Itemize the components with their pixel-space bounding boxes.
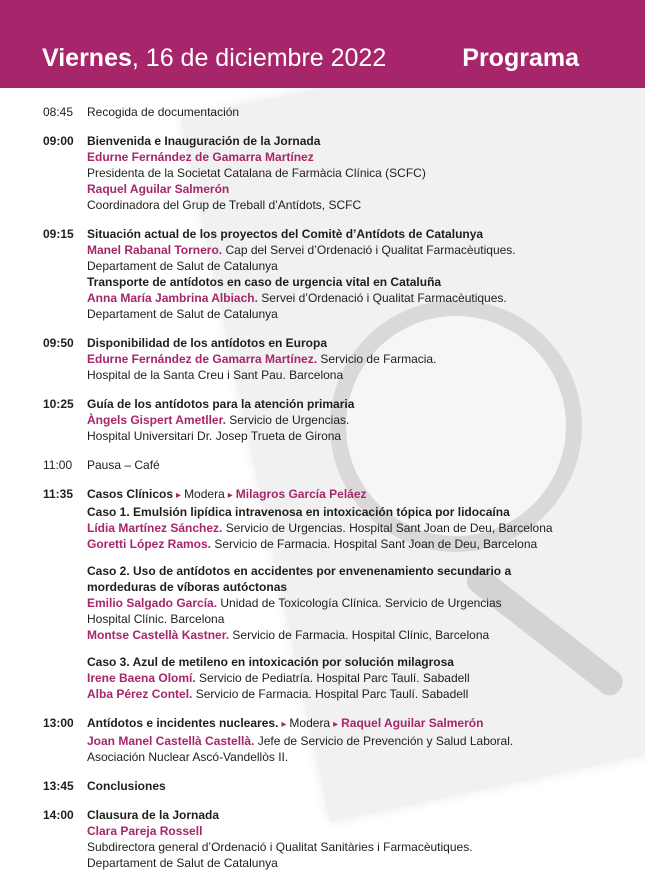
speaker-affiliation: Asociación Nuclear Ascó-Vandellòs II. [87,750,289,764]
speaker-affiliation: Subdirectora general d’Ordenació i Qualitat Sanitàries i Farmacèutiques. [87,840,473,854]
speaker-affiliation: Servicio de Urgencias. Hospital Sant Joan de Deu, Barcelona [222,521,553,535]
time: 13:00 [43,716,74,730]
time: 09:15 [43,227,74,241]
program-list [0,104,645,884]
speaker-affiliation: Unidad de Toxicología Clínica. Servicio de Urgencias [217,596,502,610]
schedule-item [0,715,645,765]
speaker-affiliation: Departament de Salut de Catalunya [87,307,278,321]
header-banner [0,0,645,88]
item-text: Pausa – Café [87,458,160,472]
item-title: Bienvenida e Inauguración de la Jornada [87,134,321,148]
speaker-affiliation: Servicio de Urgencias. [225,413,350,427]
speaker-affiliation: Servicio de Farmacia. Hospital Parc Taulí. Sabadell [192,687,469,701]
schedule-item [0,778,645,794]
item-title: Disponibilidad de los antídotos en Europa [87,336,328,350]
speaker-affiliation: Departament de Salut de Catalunya [87,856,278,870]
speaker-affiliation: Coordinadora del Grup de Treball d’Antídots, SCFC [87,198,362,212]
item-title: Situación actual de los proyectos del Comitè d’Antídots de Catalunya [87,227,484,241]
header-program: Programa [462,44,579,72]
item-title: Guía de los antídotos para la atención primaria [87,397,355,411]
time: 08:45 [43,105,74,119]
schedule-item [0,486,645,702]
speaker-affiliation: Servicio de Farmacia. [317,352,437,366]
speaker-affiliation: Jefe de Servicio de Prevención y Salud Laboral. [254,734,514,748]
speaker-affiliation: Departament de Salut de Catalunya [87,259,278,273]
speaker-affiliation: Servicio de Pediatría. Hospital Parc Taulí. Sabadell [195,671,470,685]
time: 13:45 [43,779,74,793]
time: 10:25 [43,397,74,411]
item-title: Conclusiones [87,779,166,793]
speaker-affiliation: Servicio de Farmacia. Hospital Clínic, Barcelona [229,628,490,642]
arrow-right-icon: ▸ [227,490,233,501]
speaker-name: Raquel Aguilar Salmerón [87,182,230,196]
speaker-affiliation: Cap del Servei d’Ordenació i Qualitat Farmacèutiques. [222,243,516,257]
case-title: Caso 3. Azul de metileno en intoxicación por solución milagrosa [87,655,454,669]
item-title: Casos Clínicos [87,487,174,501]
header-date: Viernes, 16 de diciembre 2022 [42,44,387,72]
time: 09:00 [43,134,74,148]
schedule-item [0,457,645,473]
item-title: Transporte de antídotos en caso de urgencia vital en Cataluña [87,275,442,289]
schedule-item [0,335,645,383]
speaker-affiliation: Hospital Universitari Dr. Josep Trueta de Girona [87,429,342,443]
moderator-name: Milagros García Peláez [235,487,367,501]
speaker-name: Emilio Salgado García. [87,596,218,610]
speaker-name: Edurne Fernández de Gamarra Martínez. [87,352,318,366]
header-date-text: 16 de diciembre 2022 [145,44,387,72]
time: 09:50 [43,336,74,350]
schedule-item [0,396,645,444]
speaker-name: Clara Pareja Rossell [87,824,203,838]
speaker-name: Irene Baena Olomí. [87,671,196,685]
modera-label: Modera [184,487,225,501]
case-title: Caso 1. Emulsión lipídica intravenosa en intoxicación tópica por lidocaína [87,505,510,519]
arrow-right-icon: ▸ [176,490,182,501]
speaker-name: Goretti López Ramos. [87,537,212,551]
schedule-item [0,226,645,322]
arrow-right-icon: ▸ [281,719,287,730]
speaker-name: Lídia Martínez Sánchez. [87,521,223,535]
moderator-name: Raquel Aguilar Salmerón [341,716,484,730]
item-title: Clausura de la Jornada [87,808,220,822]
speaker-affiliation: Servei d’Ordenació i Qualitat Farmacèutiques. [257,291,507,305]
schedule-item [0,104,645,120]
speaker-name: Àngels Gispert Ametller. [87,413,226,427]
schedule-item [0,807,645,871]
speaker-name: Edurne Fernández de Gamarra Martínez [87,150,314,164]
time: 11:00 [43,458,73,472]
speaker-name: Alba Pérez Contel. [87,687,193,701]
speaker-name: Anna María Jambrina Albiach. [87,291,258,305]
speaker-name: Montse Castellà Kastner. [87,628,230,642]
case-title: Caso 2. Uso de antídotos en accidentes por envenenamiento secundario a mordeduras de víboras autóctonas [87,564,512,594]
speaker-name: Manel Rabanal Tornero. [87,243,223,257]
time: 11:35 [43,487,74,501]
schedule-item [0,133,645,213]
modera-label: Modera [289,716,331,730]
time: 14:00 [43,808,74,822]
speaker-name: Joan Manel Castellà Castellà. [87,734,255,748]
item-title: Antídotos e incidentes nucleares. [87,716,279,730]
speaker-affiliation: Servicio de Farmacia. Hospital Sant Joan de Deu, Barcelona [211,537,538,551]
speaker-affiliation: Presidenta de la Societat Catalana de Farmàcia Clínica (SCFC) [87,166,426,180]
speaker-affiliation: Hospital Clínic. Barcelona [87,612,225,626]
speaker-affiliation: Hospital de la Santa Creu i Sant Pau. Barcelona [87,368,344,382]
header-day: Viernes [42,44,132,72]
item-text: Recogida de documentación [87,105,240,119]
arrow-right-icon: ▸ [333,719,339,730]
